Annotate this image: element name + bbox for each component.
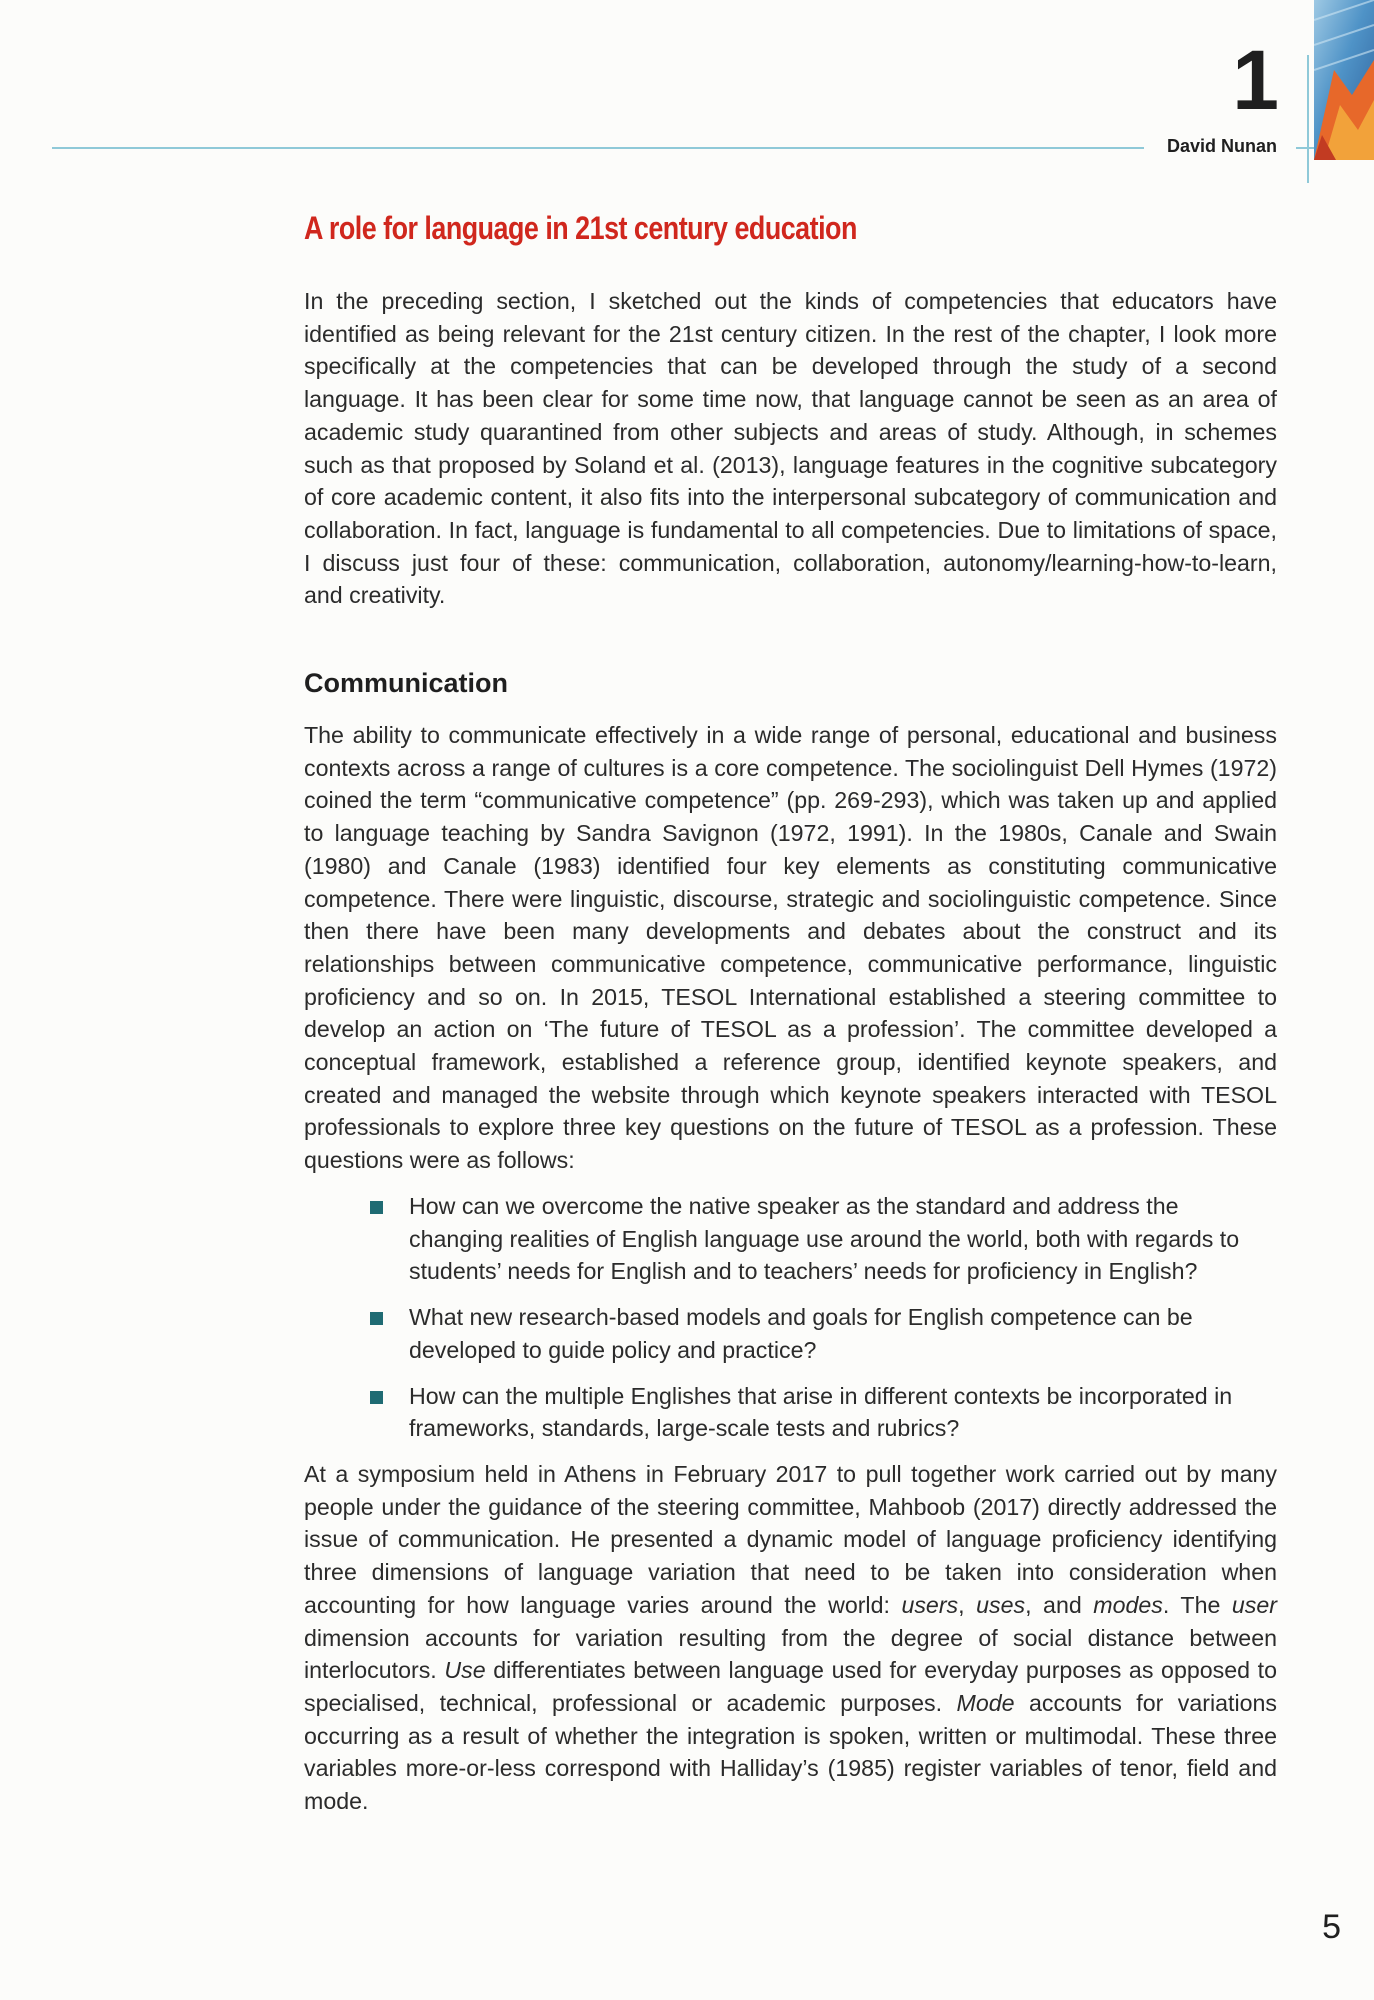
questions-list <box>370 1190 1270 1458</box>
author-name: David Nunan <box>1166 136 1277 156</box>
term-uses: uses <box>976 1591 1026 1618</box>
term-users: users <box>901 1591 959 1618</box>
communication-paragraph: The ability to communicate effectively in a wide range of personal, educational and business contexts across a range of cultures is a core competence. The sociolinguist Dell Hymes (1972) coined the term “communicative competence” (pp. 269-293), which was taken up and applied to language teaching by Sandra Savignon (1972, 1991). In the 1980s, Canale and Swain (1980) and Canale (1983) identified four key elements as constituting communicative competence. There were linguistic, discourse, strategic and sociolinguistic competence. Since then there have been many developments and debates about the construct and its relationships between communicative competence, communicative performance, linguistic proficiency and so on. In 2015, TESOL International established a steering committee to develop an action on ‘The future of TESOL as a profession’. The committee developed a conceptual framework, established a reference group, identified keynote speakers, and created and managed the website through which keynote speakers interacted with TESOL professionals to explore three key questions on the future of TESOL as a profession. These questions were as follows: <box>304 722 1277 1174</box>
header-rule-right <box>1296 147 1314 149</box>
closing-paragraph <box>304 1458 1277 1818</box>
closing-text: At a symposium held in Athens in February 2017 to pull together work carried out by many people under the guidance of the steering committee, Mahboob (2017) directly addressed the issue of communication. He presented a dynamic model of language proficiency identifying three dimensions of language variation that need to be taken into consideration when accounting for how language varies around the world: <box>304 1461 1277 1618</box>
term-use: Use <box>444 1657 486 1684</box>
header-rule <box>52 147 1144 149</box>
term-modes: modes <box>1093 1591 1163 1618</box>
page-number: 5 <box>1322 1908 1341 1946</box>
square-bullet-icon <box>370 1312 383 1325</box>
closing-text: , and <box>1025 1591 1094 1618</box>
closing-text: , <box>958 1591 977 1618</box>
list-item <box>370 1301 1270 1366</box>
section-title: A role for language in 21st century education <box>304 210 857 246</box>
closing-text: . The <box>1162 1591 1232 1618</box>
term-mode: Mode <box>956 1689 1015 1716</box>
list-item <box>370 1190 1270 1288</box>
chapter-number: 1 <box>1232 33 1279 127</box>
communication-heading: Communication <box>304 668 509 698</box>
closing-text: accounts for variations occurring as a result of whether the integration is spoken, written or multimodal. These three variables more-or-less correspond with Halliday’s (1985) register variables of tenor, field and mode. <box>304 1689 1277 1815</box>
corner-artwork <box>1314 0 1374 160</box>
question-text: How can we overcome the native speaker as the standard and address the changing realities of English language use around the world, both with regards to students’ needs for English and to teachers’ needs for proficiency in English? <box>409 1193 1240 1285</box>
term-user: user <box>1231 1591 1277 1618</box>
closing-text: dimension accounts for variation resulting from the degree of social distance between interlocutors. <box>304 1624 1277 1684</box>
list-item <box>370 1380 1270 1445</box>
header-vertical-rule <box>1307 55 1309 183</box>
square-bullet-icon <box>370 1201 383 1214</box>
intro-paragraph: In the preceding section, I sketched out the kinds of competencies that educators have identified as being relevant for the 21st century citizen. In the rest of the chapter, I look more specifically at the competencies that can be developed through the study of a second language. It has been clear for some time now, that language cannot be seen as an area of academic study quarantined from other subjects and areas of study. Although, in schemes such as that proposed by Soland et al. (2013), language features in the cognitive subcategory of core academic content, it also fits into the interpersonal subcategory of communication and collaboration. In fact, language is fundamental to all competencies. Due to limitations of space, I discuss just four of these: communication, collaboration, autonomy/learning-how-to-learn, and creativity. <box>304 288 1277 609</box>
closing-text: differentiates between language used for everyday purposes as opposed to specialised, technical, professional or academic purposes. <box>304 1657 1277 1716</box>
square-bullet-icon <box>370 1391 383 1404</box>
question-text: How can the multiple Englishes that arise in different contexts be incorporated in frameworks, standards, large-scale tests and rubrics? <box>409 1382 1233 1442</box>
question-text: What new research-based models and goals for English competence can be developed to guide policy and practice? <box>409 1304 1193 1363</box>
